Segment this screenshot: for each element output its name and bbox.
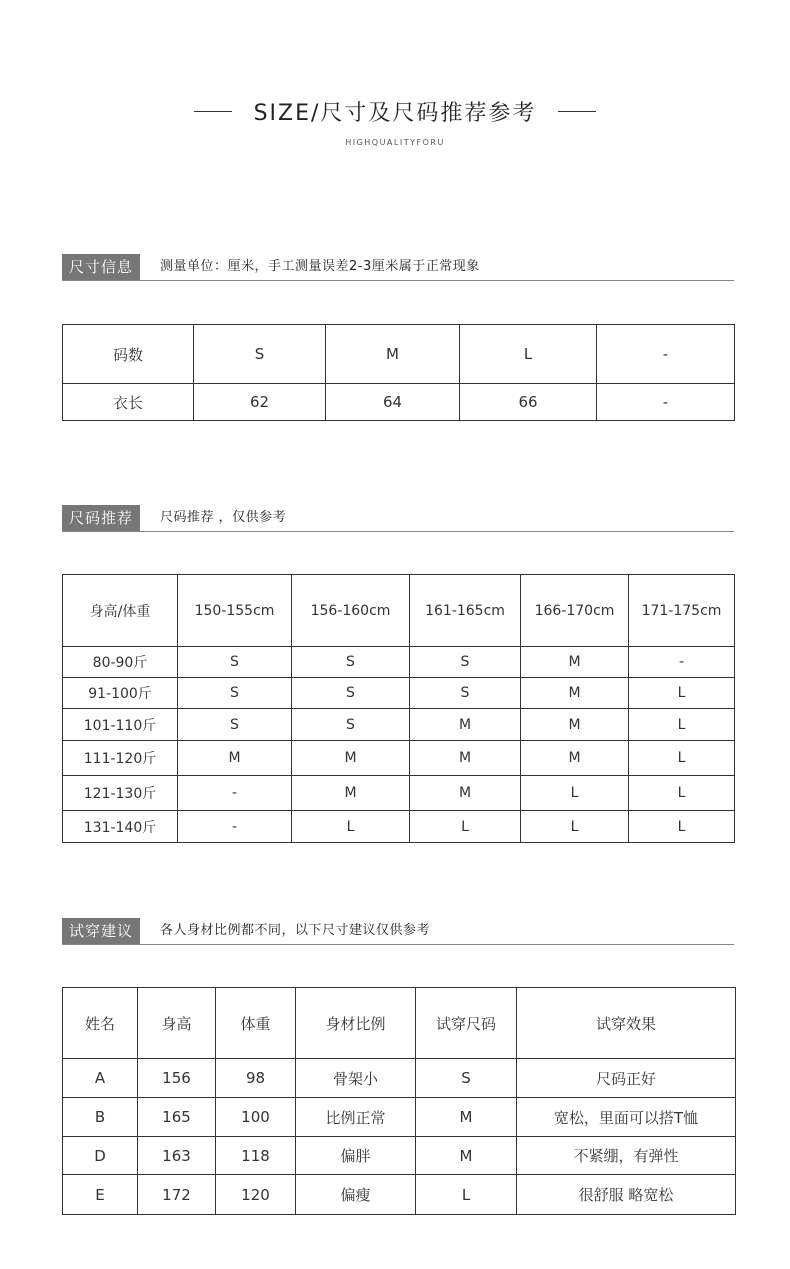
table-cell: 172 xyxy=(138,1175,216,1215)
table-row xyxy=(63,384,735,421)
table-row xyxy=(63,776,735,811)
title-text: SIZE/尺寸及尺码推荐参考 xyxy=(253,101,537,126)
page-title xyxy=(0,96,790,127)
table-cell: S xyxy=(178,709,292,741)
header-cell: L xyxy=(460,325,597,384)
size-recommend-table xyxy=(62,574,735,843)
table-cell: 很舒服 略宽松 xyxy=(517,1175,736,1215)
header-cell: 166-170cm xyxy=(521,575,629,647)
table-cell: 120 xyxy=(216,1175,296,1215)
header-cell: 171-175cm xyxy=(629,575,735,647)
table-cell: 衣长 xyxy=(63,384,194,421)
table-cell: M xyxy=(521,647,629,678)
table-cell: 101-110斤 xyxy=(63,709,178,741)
table-cell: 156 xyxy=(138,1059,216,1098)
header-cell: 身高 xyxy=(138,988,216,1059)
header-cell: - xyxy=(597,325,735,384)
table-row xyxy=(63,647,735,678)
title-right-rule xyxy=(558,111,596,112)
table-cell: L xyxy=(410,811,521,843)
table-cell: S xyxy=(410,647,521,678)
table-cell: 64 xyxy=(326,384,460,421)
table-cell: S xyxy=(292,647,410,678)
title-left-rule xyxy=(194,111,232,112)
table-cell: 98 xyxy=(216,1059,296,1098)
section-note: 尺码推荐 ，仅供参考 xyxy=(160,510,287,525)
section-label: 尺寸信息 xyxy=(62,254,140,280)
table-cell: L xyxy=(292,811,410,843)
table-row xyxy=(63,1175,736,1215)
table-cell: M xyxy=(521,741,629,776)
table-cell: D xyxy=(63,1137,138,1175)
section-header-size-info xyxy=(62,254,734,281)
table-cell: S xyxy=(292,709,410,741)
header-cell: 150-155cm xyxy=(178,575,292,647)
header-cell: 161-165cm xyxy=(410,575,521,647)
table-header-row xyxy=(63,575,735,647)
table-cell: 66 xyxy=(460,384,597,421)
table-cell: 91-100斤 xyxy=(63,678,178,709)
table-cell: M xyxy=(521,678,629,709)
table-cell: S xyxy=(410,678,521,709)
table-cell: 偏瘦 xyxy=(296,1175,416,1215)
table-row xyxy=(63,1098,736,1137)
table-cell: 131-140斤 xyxy=(63,811,178,843)
section-note: 各人身材比例都不同，以下尺寸建议仅供参考 xyxy=(160,923,431,938)
table-cell: - xyxy=(178,776,292,811)
table-cell: M xyxy=(410,709,521,741)
table-cell: 80-90斤 xyxy=(63,647,178,678)
table-row xyxy=(63,1137,736,1175)
table-cell: M xyxy=(292,776,410,811)
header-cell: 身材比例 xyxy=(296,988,416,1059)
table-cell: M xyxy=(410,776,521,811)
table-cell: L xyxy=(629,741,735,776)
table-cell: 121-130斤 xyxy=(63,776,178,811)
table-row xyxy=(63,741,735,776)
table-cell: 100 xyxy=(216,1098,296,1137)
table-cell: - xyxy=(629,647,735,678)
header-cell: M xyxy=(326,325,460,384)
table-cell: S xyxy=(416,1059,517,1098)
table-header-row xyxy=(63,988,736,1059)
table-cell: S xyxy=(178,647,292,678)
table-cell: 偏胖 xyxy=(296,1137,416,1175)
table-cell: 118 xyxy=(216,1137,296,1175)
table-cell: 宽松，里面可以搭T恤 xyxy=(517,1098,736,1137)
table-cell: S xyxy=(292,678,410,709)
header-cell: S xyxy=(194,325,326,384)
header-cell: 试穿效果 xyxy=(517,988,736,1059)
subtitle: HIGHQUALITYFORU xyxy=(345,138,445,147)
table-cell: L xyxy=(629,678,735,709)
table-cell: M xyxy=(292,741,410,776)
table-cell: S xyxy=(178,678,292,709)
table-cell: 比例正常 xyxy=(296,1098,416,1137)
table-cell: L xyxy=(521,811,629,843)
header-cell: 156-160cm xyxy=(292,575,410,647)
table-row xyxy=(63,1059,736,1098)
header-cell: 试穿尺码 xyxy=(416,988,517,1059)
section-note: 测量单位：厘米，手工测量误差2-3厘米属于正常现象 xyxy=(160,259,480,274)
table-cell: A xyxy=(63,1059,138,1098)
table-cell: M xyxy=(410,741,521,776)
table-cell: - xyxy=(178,811,292,843)
table-cell: L xyxy=(629,709,735,741)
try-on-table xyxy=(62,987,736,1215)
table-cell: E xyxy=(63,1175,138,1215)
table-cell: M xyxy=(178,741,292,776)
table-cell: B xyxy=(63,1098,138,1137)
table-cell: M xyxy=(416,1098,517,1137)
table-row xyxy=(63,678,735,709)
size-info-table xyxy=(62,324,735,421)
table-cell: L xyxy=(416,1175,517,1215)
section-header-size-recommend xyxy=(62,505,734,532)
table-row xyxy=(63,811,735,843)
table-cell: 62 xyxy=(194,384,326,421)
header-cell: 身高/体重 xyxy=(63,575,178,647)
section-header-try-on xyxy=(62,918,734,945)
table-cell: 111-120斤 xyxy=(63,741,178,776)
table-cell: M xyxy=(521,709,629,741)
header-cell: 体重 xyxy=(216,988,296,1059)
header-cell: 码数 xyxy=(63,325,194,384)
table-cell: 165 xyxy=(138,1098,216,1137)
table-cell: L xyxy=(629,811,735,843)
table-cell: 不紧绷，有弹性 xyxy=(517,1137,736,1175)
header-cell: 姓名 xyxy=(63,988,138,1059)
section-label: 试穿建议 xyxy=(62,918,140,944)
table-cell: 骨架小 xyxy=(296,1059,416,1098)
table-row xyxy=(63,709,735,741)
table-header-row xyxy=(63,325,735,384)
section-label: 尺码推荐 xyxy=(62,505,140,531)
table-cell: 163 xyxy=(138,1137,216,1175)
table-cell: L xyxy=(629,776,735,811)
table-cell: - xyxy=(597,384,735,421)
table-cell: 尺码正好 xyxy=(517,1059,736,1098)
table-cell: L xyxy=(521,776,629,811)
table-cell: M xyxy=(416,1137,517,1175)
